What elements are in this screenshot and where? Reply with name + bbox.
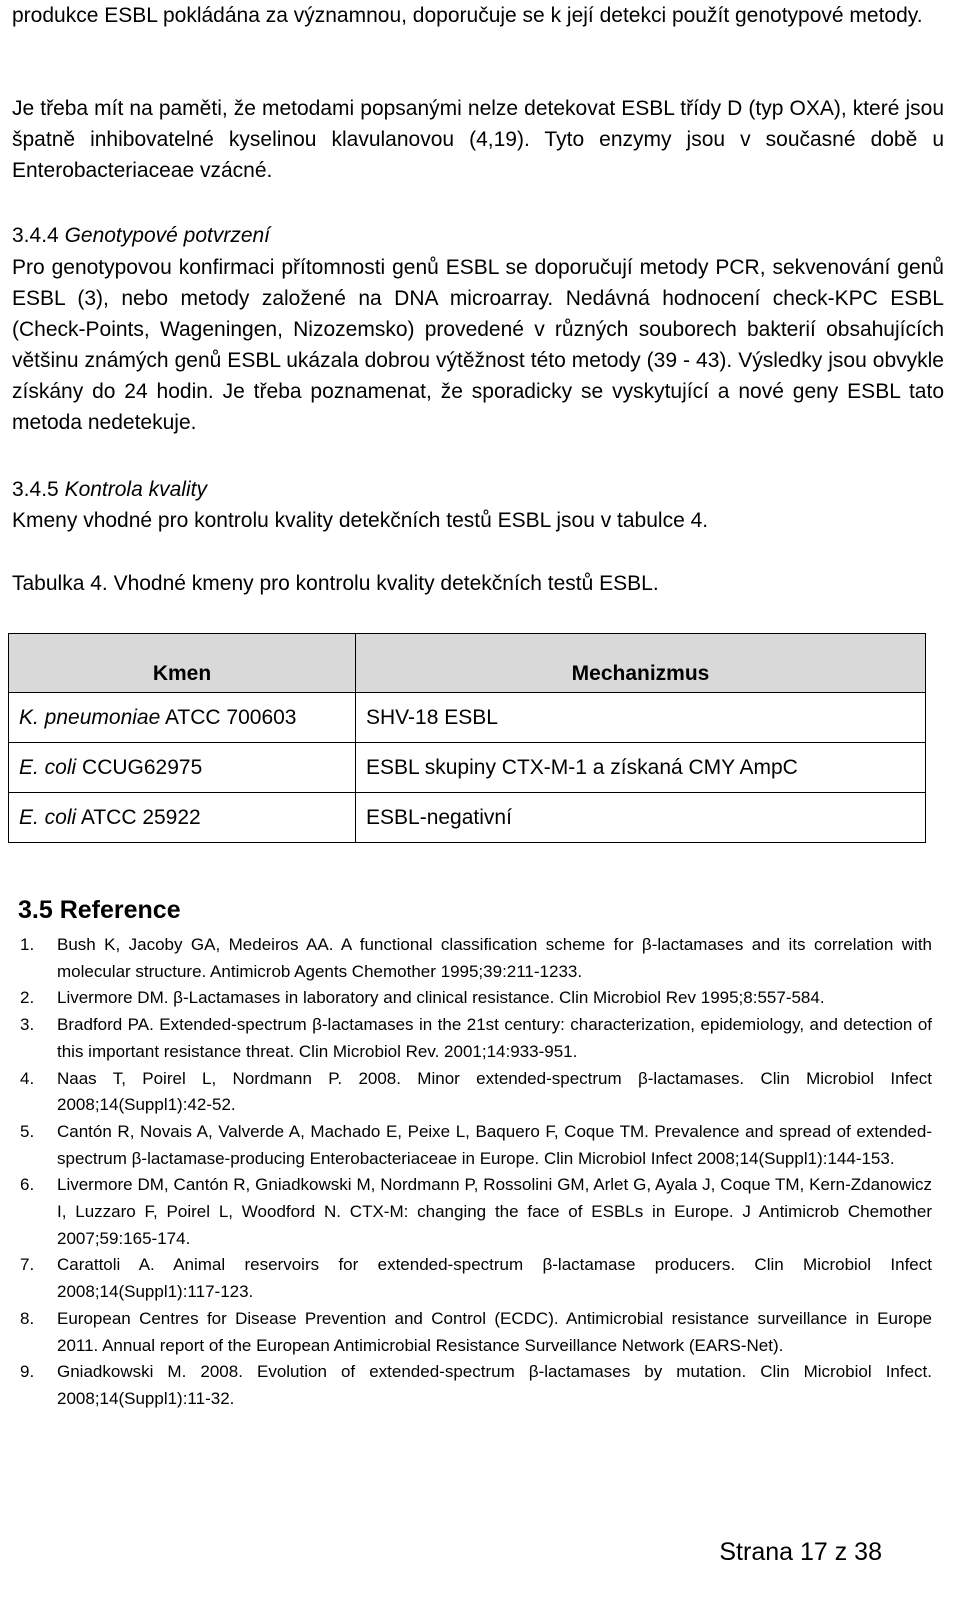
reference-item	[12, 1252, 932, 1305]
table-row	[9, 743, 926, 793]
mechanism-cell: ESBL-negativní	[356, 793, 926, 843]
references-list	[12, 932, 932, 1413]
reference-item	[12, 1066, 932, 1119]
reference-number: 5.	[20, 1121, 35, 1141]
species-name: K. pneumoniae	[19, 705, 161, 729]
reference-number: 4.	[20, 1068, 35, 1088]
reference-text: European Centres for Disease Prevention and Control (ECDC). Antimicrobial resistance surveillance in Europe 2011. Annual report of the European Antimicrobial Resistance Surveillance Network (EARS-Net).	[57, 1308, 932, 1355]
reference-text: Livermore DM. β-Lactamases in laboratory and clinical resistance. Clin Microbiol Rev 1995;8:557-584.	[57, 988, 825, 1008]
reference-text: Bush K, Jacoby GA, Medeiros AA. A functional classification scheme for β-lactamases and its correlation with molecular structure. Antimicrob Agents Chemother 1995;39:211-1233.	[57, 935, 932, 981]
reference-text: Livermore DM, Cantón R, Gniadkowski M, Nordmann P, Rossolini GM, Arlet G, Ayala J, Coque TM, Kern-Zdanowicz I, Luzzaro F, Poirel L, Woodford N. CTX-M: changing the face of ESBLs in Europe. J Antimicrob Chemother 2007;59:165-174.	[57, 1175, 932, 1248]
reference-number: 2.	[20, 988, 35, 1008]
reference-number: 1.	[20, 935, 35, 954]
table-caption: Tabulka 4. Vhodné kmeny pro kontrolu kvality detekčních testů ESBL.	[12, 572, 659, 595]
strain-id: ATCC 25922	[80, 805, 201, 829]
header-kmen: Kmen	[9, 634, 356, 693]
reference-item	[12, 1306, 932, 1359]
strain-cell	[9, 793, 356, 843]
page-number-footer: Strana 17 z 38	[719, 1538, 882, 1566]
section-number: 3.4.4	[12, 224, 59, 247]
table-header-row	[9, 634, 926, 693]
section-title: Kontrola kvality	[64, 478, 207, 501]
table-row	[9, 693, 926, 743]
reference-number: 6.	[20, 1175, 35, 1195]
section-title: Genotypové potvrzení	[64, 224, 271, 247]
references-title: 3.5 Reference	[18, 896, 181, 924]
mechanism-cell: ESBL skupiny CTX-M-1 a získaná CMY AmpC	[356, 743, 926, 793]
header-mechanizmus: Mechanizmus	[356, 634, 926, 693]
species-name: E. coli	[19, 755, 77, 779]
reference-number: 9.	[20, 1362, 35, 1382]
strain-cell	[9, 693, 356, 743]
mechanism-cell: SHV-18 ESBL	[356, 693, 926, 743]
top-paragraph: produkce ESBL pokládána za významnou, doporučuje se k její detekci použít genotypové metody.	[12, 4, 923, 27]
reference-item	[12, 1119, 932, 1172]
strain-cell	[9, 743, 356, 793]
strain-id: ATCC 700603	[164, 705, 297, 729]
section-body-3-4-4: Pro genotypovou konfirmaci přítomnosti genů ESBL se doporučují metody PCR, sekvenování genů ESBL (3), nebo metody založené na DNA microarray. Nedávná hodnocení check-KPC ESBL (Check-Points, Wageningen, Nizozemsko) provedené v různých souborech bakterií obsahujících většinu známých genů ESBL ukázala dobrou výtěžnost této metody (39 - 43). Výsledky jsou obvykle získány do 24 hodin. Je třeba poznamenat, že sporadicky se vyskytující a nové geny ESBL tato metoda nedetekuje.	[12, 256, 944, 434]
reference-number: 3.	[20, 1015, 35, 1035]
reference-text: Naas T, Poirel L, Nordmann P. 2008. Minor extended-spectrum β-lactamases. Clin Microbiol Infect 2008;14(Suppl1):42-52.	[57, 1068, 932, 1115]
reference-item	[12, 932, 932, 985]
reference-text: Gniadkowski M. 2008. Evolution of extended-spectrum β-lactamases by mutation. Clin Microbiol Infect. 2008;14(Suppl1):11-32.	[57, 1362, 932, 1408]
species-name: E. coli	[19, 805, 77, 829]
oxa-paragraph: Je třeba mít na paměti, že metodami popsanými nelze detekovat ESBL třídy D (typ OXA), které jsou špatně inhibovatelné kyselinou klavulanovou (4,19). Tyto enzymy jsou v současné době u Enterobacteriaceae vzácné.	[12, 97, 944, 182]
reference-text: Bradford PA. Extended-spectrum β-lactamases in the 21st century: characterization, epidemiology, and detection of this important resistance threat. Clin Microbiol Rev. 2001;14:933-951.	[57, 1015, 932, 1061]
section-body-3-4-5: Kmeny vhodné pro kontrolu kvality detekčních testů ESBL jsou v tabulce 4.	[12, 509, 709, 532]
strains-table	[8, 633, 926, 843]
section-number: 3.4.5	[12, 478, 59, 501]
reference-item	[12, 1359, 932, 1412]
table-row	[9, 793, 926, 843]
reference-number: 8.	[20, 1308, 35, 1328]
section-heading-3-4-4	[12, 220, 270, 251]
section-heading-3-4-5	[12, 474, 207, 505]
reference-item	[12, 985, 932, 1012]
reference-number: 7.	[20, 1255, 35, 1275]
strain-id: CCUG62975	[82, 755, 203, 779]
reference-item	[12, 1012, 932, 1065]
reference-item	[12, 1172, 932, 1252]
reference-text: Carattoli A. Animal reservoirs for extended-spectrum β-lactamase producers. Clin Microbiol Infect 2008;14(Suppl1):117-123.	[57, 1255, 932, 1302]
reference-text: Cantón R, Novais A, Valverde A, Machado E, Peixe L, Baquero F, Coque TM. Prevalence and spread of extended-spectrum β-lactamase-producing Enterobacteriaceae in Europe. Clin Microbiol Infect 2008;14(Suppl1):144-153.	[57, 1121, 932, 1168]
